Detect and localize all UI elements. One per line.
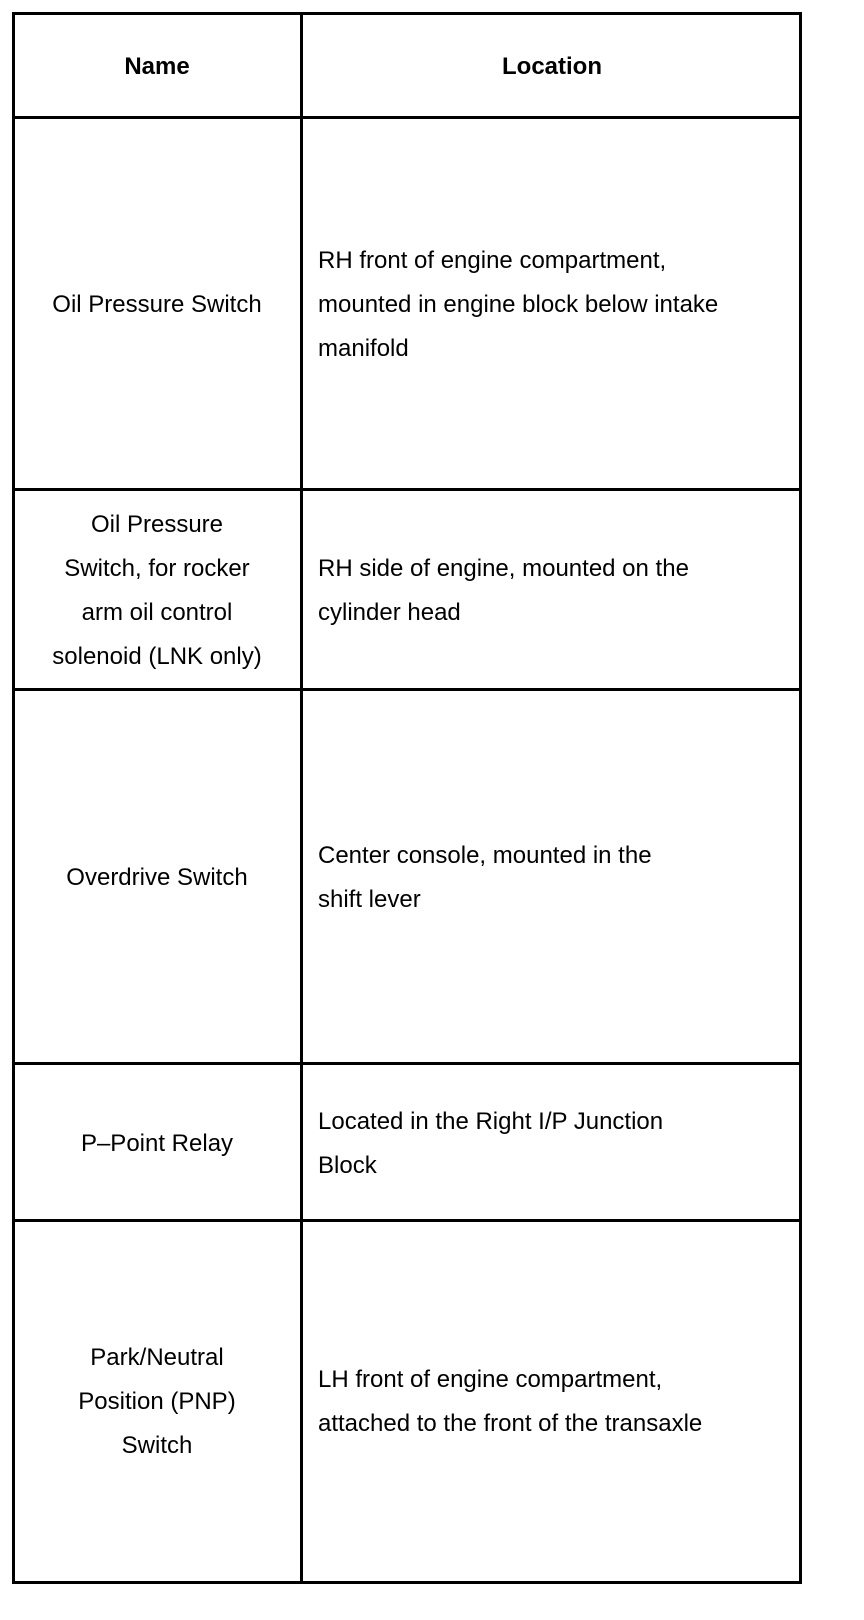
- location-text: RH front of engine compartment, mounted in engine block below intake manifold: [318, 247, 719, 362]
- name-text: Park/Neutral Position (PNP) Switch: [78, 1343, 236, 1459]
- column-divider: [300, 12, 303, 1584]
- location-cell: [302, 1065, 802, 1222]
- location-text: RH side of engine, mounted on the cylinder head: [318, 555, 689, 626]
- column-header-location: [302, 15, 802, 119]
- table-left-border: [12, 12, 15, 1584]
- table-row: [12, 688, 802, 1065]
- column-header-name: [12, 15, 302, 119]
- column-header-location-text: Location: [502, 53, 602, 80]
- location-cell: [302, 1222, 802, 1581]
- location-text: Center console, mounted in the shift lever: [318, 842, 652, 913]
- name-cell: [12, 1065, 302, 1222]
- name-cell: [12, 1222, 302, 1581]
- location-text: LH front of engine compartment, attached to the front of the transaxle: [318, 1365, 703, 1437]
- location-cell: [302, 491, 802, 691]
- component-location-table: [12, 12, 802, 1584]
- table-header-row: [12, 12, 802, 119]
- location-text: Located in the Right I/P Junction Block: [318, 1107, 664, 1179]
- name-text: Oil Pressure Switch, for rocker arm oil control solenoid (LNK only): [52, 511, 262, 670]
- name-cell: [12, 119, 302, 491]
- name-text: P–Point Relay: [80, 1129, 234, 1157]
- name-cell: [12, 491, 302, 691]
- table-row: [12, 116, 802, 491]
- name-text: Overdrive Switch: [66, 864, 248, 891]
- table-row: [12, 1219, 802, 1584]
- name-cell: [12, 691, 302, 1065]
- table-row: [12, 1062, 802, 1222]
- location-cell: [302, 691, 802, 1065]
- name-text: Oil Pressure Switch: [52, 291, 262, 318]
- location-cell: [302, 119, 802, 491]
- table-row: [12, 488, 802, 691]
- column-header-name-text: Name: [124, 53, 190, 80]
- table-right-border: [799, 12, 802, 1584]
